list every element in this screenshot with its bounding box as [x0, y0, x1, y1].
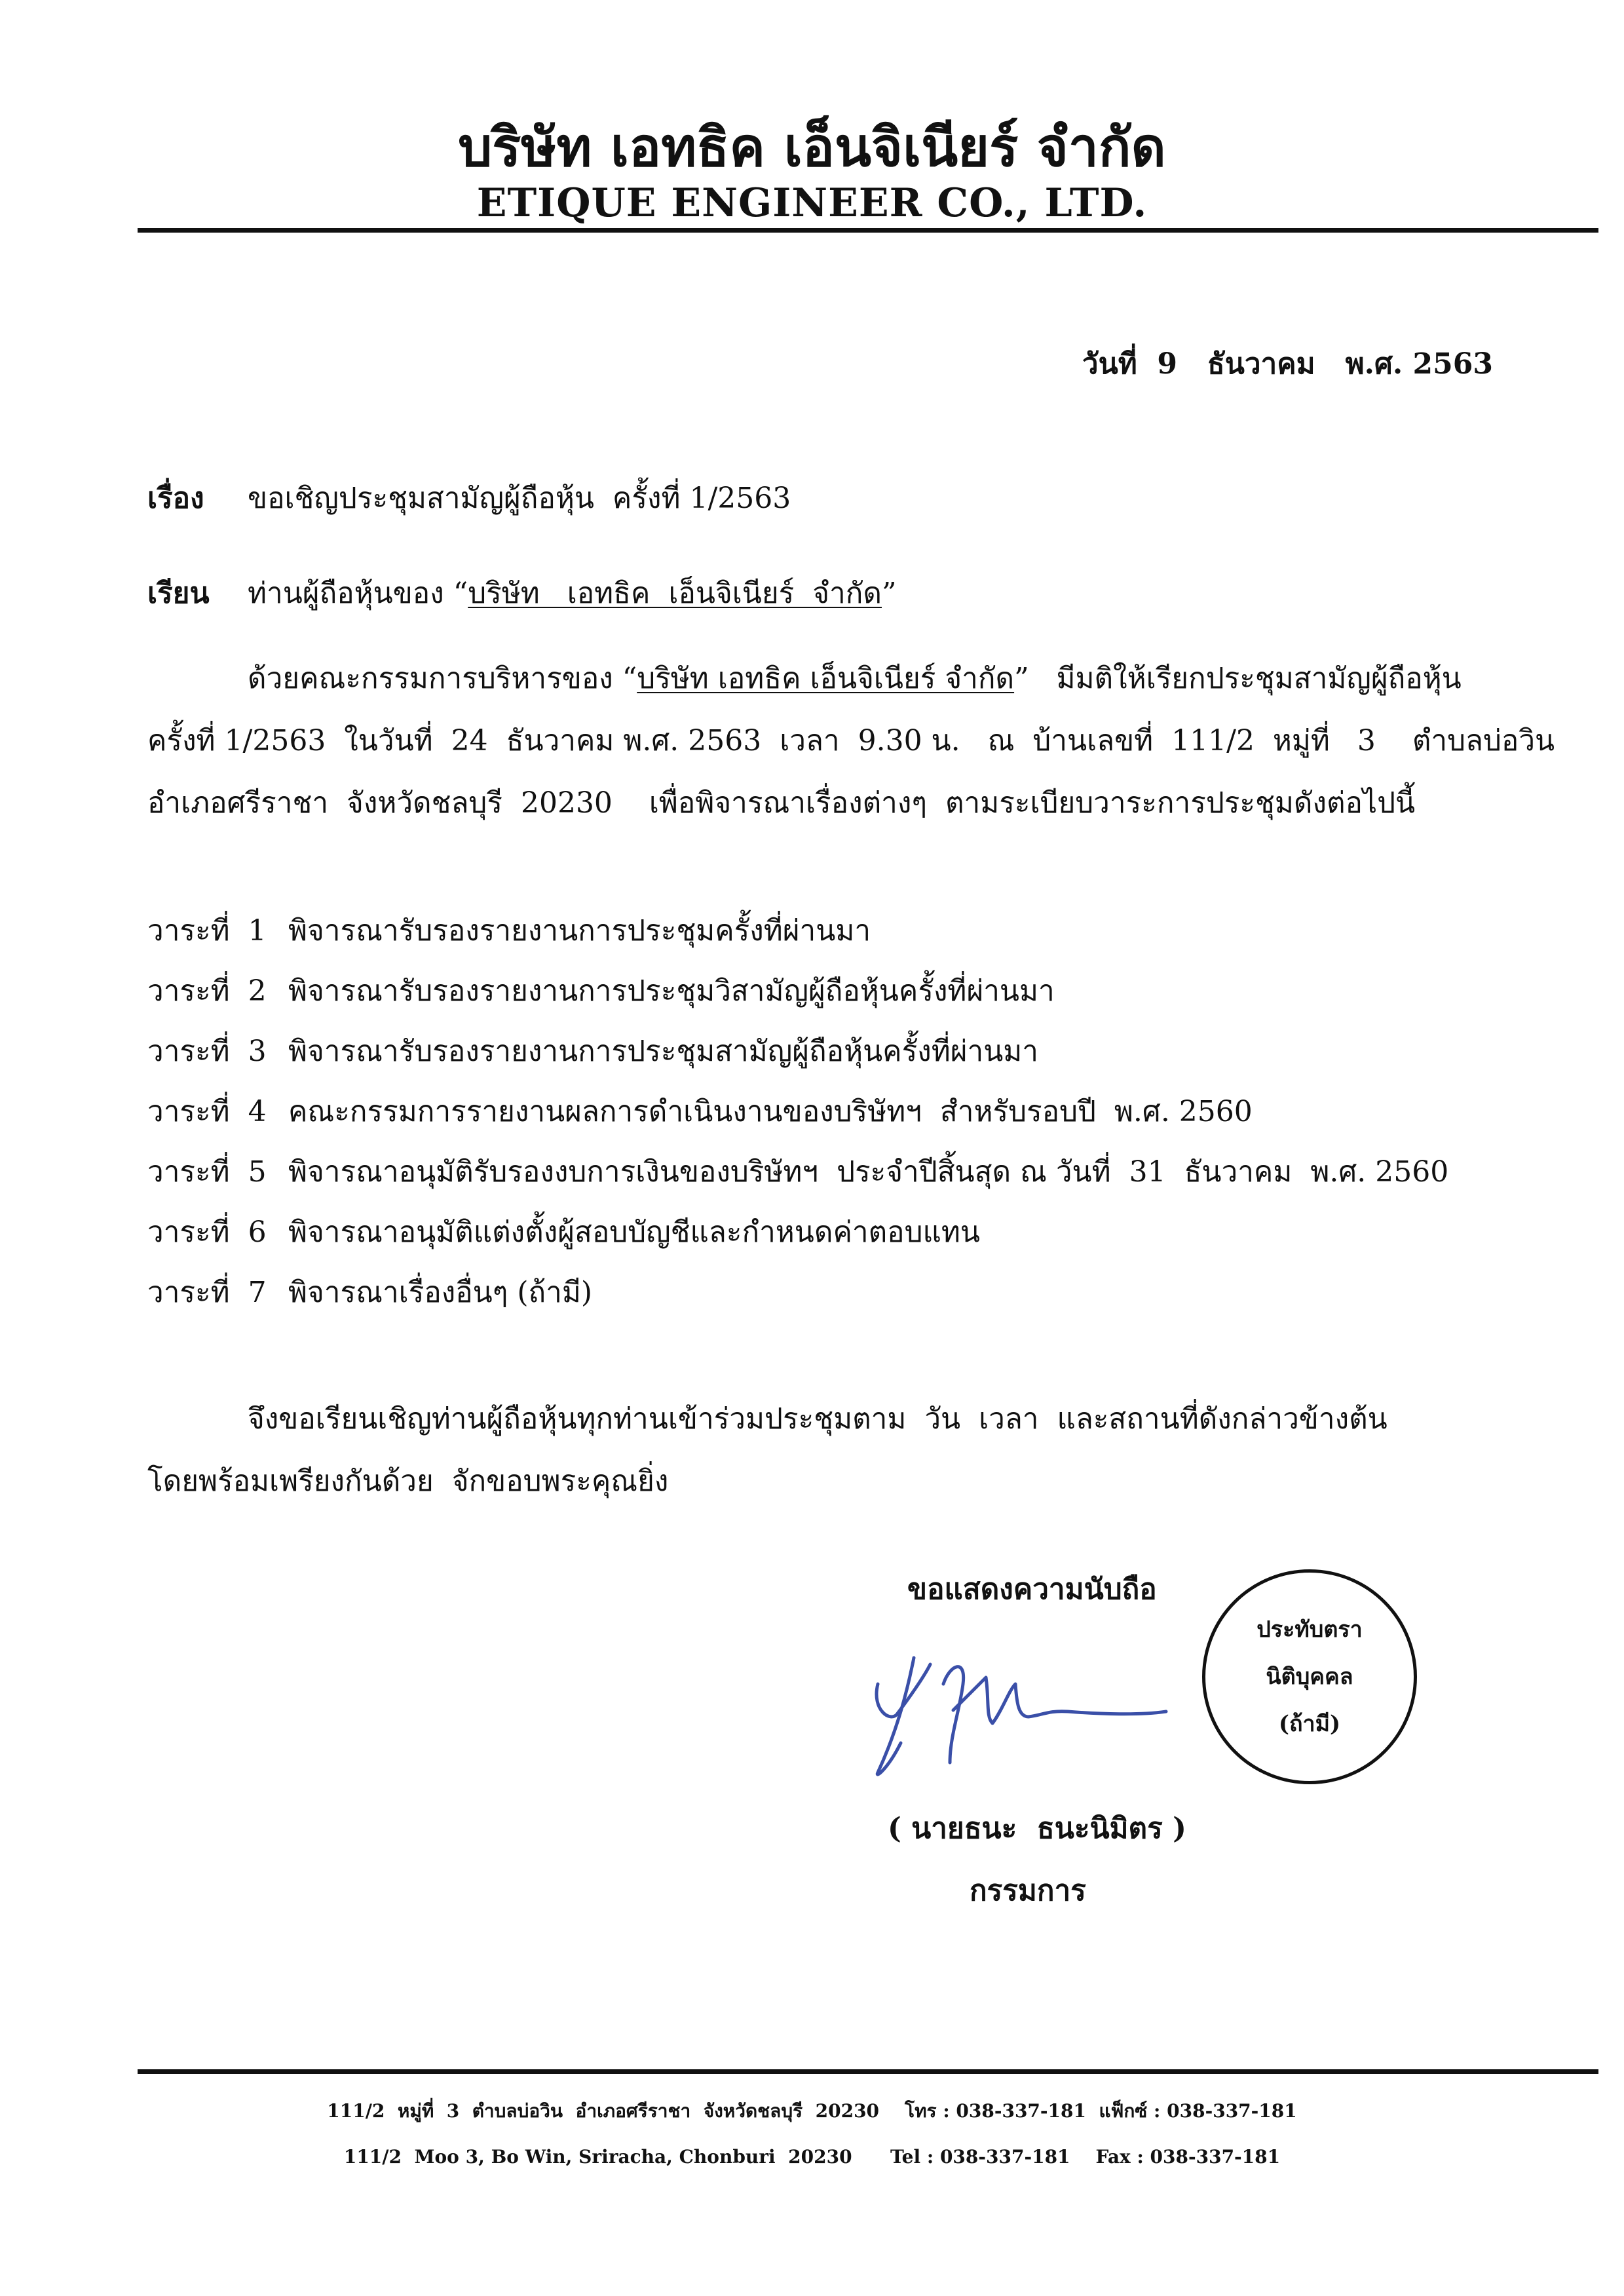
recipient-suffix: ”	[881, 577, 897, 610]
recipient-label: เรียน	[147, 577, 210, 610]
company-seal-placeholder	[1202, 1569, 1417, 1784]
agenda-number: วาระที่ 3	[147, 1035, 267, 1068]
agenda-number: วาระที่ 2	[147, 974, 267, 1008]
footer-address-thai: 111/2 หมู่ที่ 3 ตำบลบ่อวิน อำเภอศรีราชา จังหวัดชลบุรี 20230 โทร : 038-337-181 แฟ็กซ์ : 038-337-181	[327, 2100, 1297, 2122]
signer-position: กรรมการ	[970, 1874, 1086, 1907]
agenda-text: คณะกรรมการรายงานผลการดำเนินงานของบริษัทฯ สำหรับรอบปี พ.ศ. 2560	[288, 1095, 1253, 1128]
agenda-text: พิจารณารับรองรายงานการประชุมวิสามัญผู้ถือหุ้นครั้งที่ผ่านมา	[288, 974, 1055, 1008]
intro-company: บริษัท เอทธิค เอ็นจิเนียร์ จำกัด	[637, 662, 1015, 695]
intro-line-1	[248, 655, 1462, 701]
agenda-number: วาระที่ 6	[147, 1215, 267, 1249]
recipient-prefix: ท่านผู้ถือหุ้นของ “	[248, 577, 468, 610]
subject-text: ขอเชิญประชุมสามัญผู้ถือหุ้น ครั้งที่ 1/2563	[248, 482, 791, 515]
intro-suffix: ” มีมติให้เรียกประชุมสามัญผู้ถือหุ้น	[1014, 662, 1462, 695]
footer-address-english: 111/2 Moo 3, Bo Win, Sriracha, Chonburi 20230 Tel : 038-337-181 Fax : 038-337-181	[343, 2146, 1281, 2168]
agenda-text: พิจารณารับรองรายงานการประชุมครั้งที่ผ่านมา	[288, 914, 871, 947]
seal-text-line-2: นิติบุคคล	[1266, 1664, 1353, 1690]
header-divider	[138, 228, 1598, 233]
agenda-item	[147, 1149, 1448, 1195]
seal-text-line-1: ประทับตรา	[1256, 1617, 1363, 1643]
seal-text-line-3: (ถ้ามี)	[1278, 1711, 1341, 1737]
agenda-number: วาระที่ 7	[147, 1276, 267, 1309]
agenda-text: พิจารณาเรื่องอื่นๆ (ถ้ามี)	[288, 1276, 593, 1309]
recipient-company: บริษัท เอทธิค เอ็นจิเนียร์ จำกัด	[468, 577, 882, 610]
letter-date: วันที่ 9 ธันวาคม พ.ศ. 2563	[1082, 347, 1493, 381]
signer-name: ( นายธนะ ธนะนิมิตร )	[888, 1812, 1186, 1845]
intro-line-2: ครั้งที่ 1/2563 ในวันที่ 24 ธันวาคม พ.ศ. 2563 เวลา 9.30 น. ณ บ้านเลขที่ 111/2 หมู่ที่ 3 ตำบลบ่อวิน	[147, 724, 1555, 757]
recipient-line	[147, 570, 210, 616]
company-name-thai: บริษัท เอทธิค เอ็นจิเนียร์ จำกัด	[458, 116, 1166, 179]
agenda-item	[147, 968, 1055, 1014]
agenda-text: พิจารณาอนุมัติรับรองงบการเงินของบริษัทฯ ประจำปีสิ้นสุด ณ วันที่ 31 ธันวาคม พ.ศ. 2560	[288, 1155, 1449, 1189]
agenda-item	[147, 1269, 592, 1315]
complimentary-close: ขอแสดงความนับถือ	[907, 1573, 1157, 1606]
footer-divider	[138, 2069, 1598, 2074]
agenda-number: วาระที่ 4	[147, 1095, 267, 1128]
agenda-item	[147, 1088, 1253, 1134]
recipient-text	[248, 570, 896, 616]
agenda-text: พิจารณาอนุมัติแต่งตั้งผู้สอบบัญชีและกำหนดค่าตอบแทน	[288, 1215, 980, 1249]
subject-label: เรื่อง	[147, 482, 204, 515]
agenda-text: พิจารณารับรองรายงานการประชุมสามัญผู้ถือหุ้นครั้งที่ผ่านมา	[288, 1035, 1039, 1068]
intro-prefix: ด้วยคณะกรรมการบริหารของ “	[248, 662, 637, 695]
signature-image	[852, 1638, 1192, 1782]
agenda-item	[147, 1209, 980, 1255]
agenda-number: วาระที่ 1	[147, 914, 267, 947]
intro-line-3: อำเภอศรีราชา จังหวัดชลบุรี 20230 เพื่อพิจารณาเรื่องต่างๆ ตามระเบียบวาระการประชุมดังต่อไปนี้	[147, 786, 1416, 820]
agenda-number: วาระที่ 5	[147, 1155, 267, 1189]
closing-line-2: โดยพร้อมเพรียงกันด้วย จักขอบพระคุณยิ่ง	[147, 1464, 669, 1498]
agenda-item	[147, 1028, 1038, 1074]
company-name-english: ETIQUE ENGINEER CO., LTD.	[476, 180, 1148, 226]
closing-line-1: จึงขอเรียนเชิญท่านผู้ถือหุ้นทุกท่านเข้าร่วมประชุมตาม วัน เวลา และสถานที่ดังกล่าวข้างต้น	[248, 1402, 1388, 1436]
subject-line	[147, 475, 204, 521]
agenda-item	[147, 908, 871, 953]
